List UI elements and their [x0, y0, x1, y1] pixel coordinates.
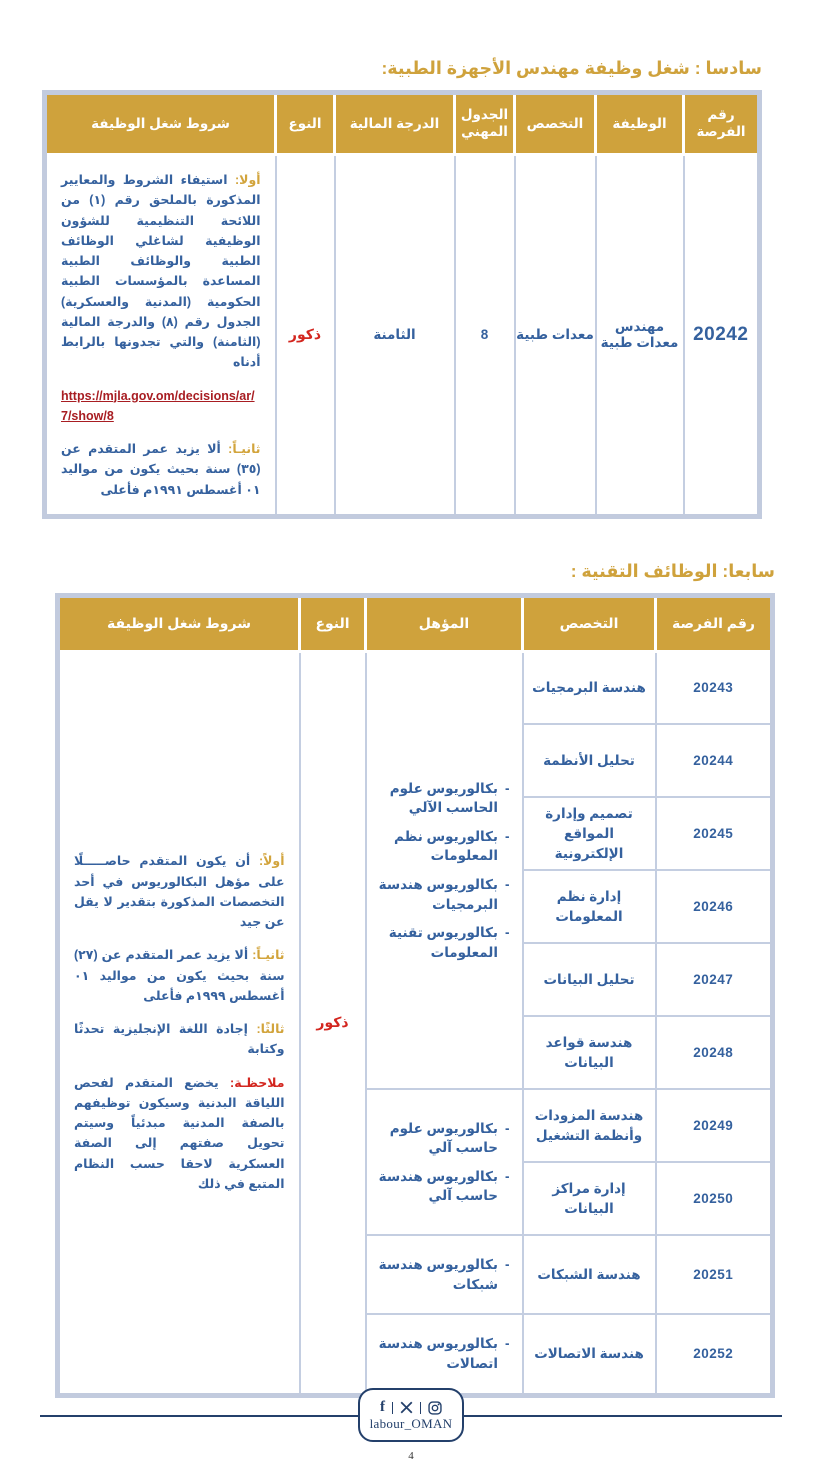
financial-grade: الثامنة [335, 155, 455, 517]
header-conditions: شروط شغل الوظيفة [58, 595, 300, 651]
condition-third-text: إجادة اللغة الإنجليزية تحدثًا وكتابة [74, 1022, 285, 1057]
specialization: هندسة الاتصالات [523, 1314, 656, 1395]
technical-jobs-table [55, 593, 775, 1398]
condition-second [61, 439, 261, 500]
instagram-icon [428, 1401, 442, 1415]
footer [0, 1364, 822, 1474]
medical-engineer-table [42, 90, 762, 519]
opportunity-number: 20244 [656, 724, 773, 797]
condition-note-text: يخضع المتقدم لفحص اللياقة البدنية وسيكون توظيفهم بالصفة المدنية مبدئياً وسيتم تحويل صفتهم إلى الصفة العسكرية لاحقا حسب النظام المتبع في ذلك [74, 1075, 285, 1191]
condition-link-wrap [61, 386, 261, 427]
section-seven-title: سابعا: الوظائف التقنية : [570, 560, 775, 581]
tech-row [58, 651, 773, 724]
qualification-item: - بكالوريوس هندسة البرمجيات [379, 875, 510, 914]
conditions-cell [45, 155, 276, 517]
specialization: هندسة الشبكات [523, 1235, 656, 1314]
specialization: تحليل البيانات [523, 943, 656, 1016]
opportunity-number: 20250 [656, 1162, 773, 1235]
social-handle: labour_OMAN [369, 1416, 453, 1431]
icon-separator [420, 1402, 421, 1414]
header-conditions: شروط شغل الوظيفة [45, 93, 276, 155]
header-opportunity-no: رقم الفرصة [656, 595, 773, 651]
condition-first-label: أولاً: [258, 854, 285, 869]
condition-first [61, 170, 261, 373]
social-badge [358, 1388, 464, 1442]
opportunity-number: 20245 [656, 797, 773, 870]
qualification-item: - بكالوريوس هندسة اتصالات [379, 1334, 510, 1373]
specialization: هندسة البرمجيات [523, 651, 656, 724]
section-six-title: سادسا : شغل وظيفة مهندس الأجهزة الطبية: [381, 58, 762, 78]
qualification-group-1 [366, 651, 523, 1089]
icon-separator [392, 1402, 393, 1414]
condition-first-text: أن يكون المتقدم حاصـــــلًا على مؤهل البكالوريوس في أحد التخصصات المذكورة بتقدير لا يقل عن جيد [74, 854, 285, 929]
qualification-item: - بكالوريوس هندسة شبكات [379, 1255, 510, 1294]
opportunity-number: 20248 [656, 1016, 773, 1089]
qualification-item: - بكالوريوس هندسة حاسب آلي [379, 1167, 510, 1206]
header-specialization: التخصص [523, 595, 656, 651]
header-qualification: المؤهل [366, 595, 523, 651]
header-specialization: التخصص [515, 93, 596, 155]
qualification-item: - بكالوريوس تقنية المعلومات [379, 923, 510, 962]
qualification-item: - بكالوريوس نظم المعلومات [379, 827, 510, 866]
tech-table-header-row [58, 595, 773, 651]
gender-value: ذكور [276, 155, 335, 517]
gender-value: ذكور [300, 651, 366, 1395]
qualification-item: - بكالوريوس علوم الحاسب الآلي [379, 779, 510, 818]
qualification-group-2 [366, 1089, 523, 1235]
condition-second [74, 945, 285, 1006]
condition-first [74, 851, 285, 932]
condition-second-label: ثانيـاً: [228, 442, 261, 456]
facebook-icon: f [380, 1399, 385, 1415]
opportunity-number: 20242 [684, 155, 760, 517]
opportunity-number: 20247 [656, 943, 773, 1016]
specialization: معدات طبية [515, 155, 596, 517]
header-financial-grade: الدرجة المالية [335, 93, 455, 155]
specialization: إدارة نظم المعلومات [523, 870, 656, 943]
x-icon [400, 1401, 413, 1414]
opportunity-number: 20246 [656, 870, 773, 943]
conditions-cell [58, 651, 300, 1395]
header-job: الوظيفة [596, 93, 684, 155]
condition-second-label: ثانيـاً: [252, 948, 285, 963]
header-gender: النوع [276, 93, 335, 155]
specialization: إدارة مراكز البيانات [523, 1162, 656, 1235]
condition-note [74, 1073, 285, 1195]
condition-note-label: ملاحظـة: [230, 1075, 285, 1090]
qualification-item: - بكالوريوس علوم حاسب آلي [379, 1119, 510, 1158]
header-professional-schedule: الجدول المهني [455, 93, 515, 155]
opportunity-number: 20251 [656, 1235, 773, 1314]
specialization: هندسة قواعد البيانات [523, 1016, 656, 1089]
specialization: تصميم وإدارة المواقع الإلكترونية [523, 797, 656, 870]
medical-table-header-row [45, 93, 760, 155]
page-number: 4 [408, 1450, 414, 1462]
opportunity-number: 20249 [656, 1089, 773, 1162]
medical-table-row [45, 155, 760, 517]
header-opportunity-no: رقم الفرصة [684, 93, 760, 155]
specialization: تحليل الأنظمة [523, 724, 656, 797]
header-gender: النوع [300, 595, 366, 651]
job-title: مهندس معدات طبية [596, 155, 684, 517]
opportunity-number: 20243 [656, 651, 773, 724]
condition-third-label: ثالثًا: [256, 1022, 285, 1036]
mjla-decision-link[interactable]: https://mjla.gov.om/decisions/ar/7/show/8 [61, 388, 255, 423]
condition-second-text: ألا يزيد عمر المتقدم عن (٢٧) سنة بحيث يكون من مواليد ٠١ أغسطس ١٩٩٩م فأعلى [74, 948, 285, 1003]
social-icons [380, 1400, 442, 1415]
condition-first-text: استيفاء الشروط والمعايير المذكورة بالملحق رقم (١) من اللائحة التنظيمية للشؤون الوظيفية لشاغلي الوظائف الطبية والوظائف الطبية المساعدة بالمؤسسات الطبية الحكومية (المدنية والعسكرية) الجدول رقم (٨) والدرجة المالية (الثامنة) والتي تجدونها بالرابط أدناه [61, 173, 261, 370]
condition-second-text: ألا يزيد عمر المتقدم عن (٣٥) سنة بحيث يكون من مواليد ٠١ أغسطس ١٩٩١م فأعلى [61, 442, 261, 497]
specialization: هندسة المزودات وأنظمة التشغيل [523, 1089, 656, 1162]
opportunity-number: 20252 [656, 1314, 773, 1395]
condition-third [74, 1019, 285, 1060]
qualification-group-3 [366, 1235, 523, 1314]
condition-first-label: أولا: [234, 173, 261, 187]
professional-schedule: 8 [455, 155, 515, 517]
